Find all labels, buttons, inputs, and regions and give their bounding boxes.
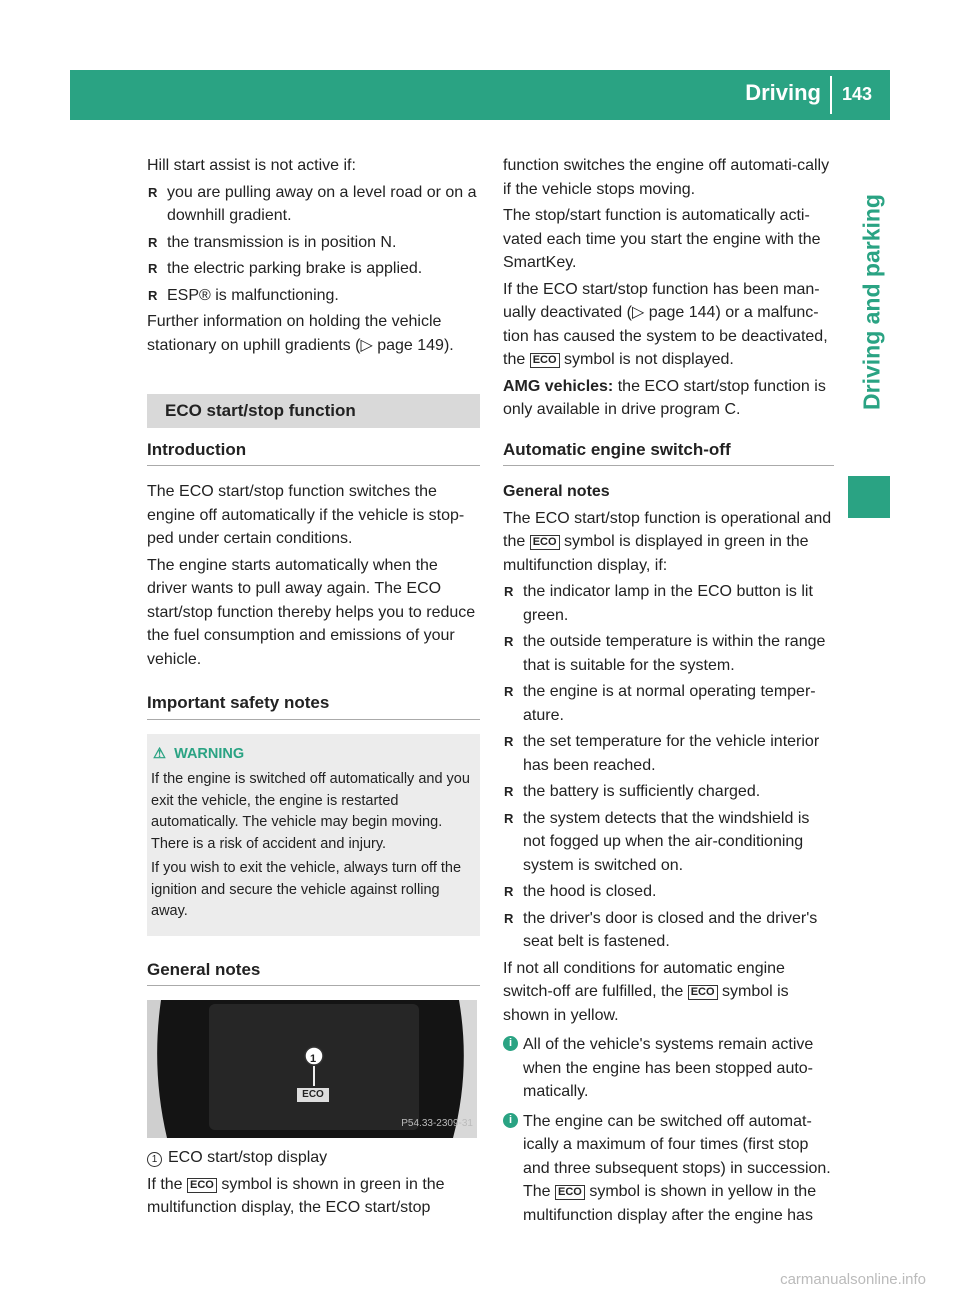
side-tab-label: Driving and parking — [858, 194, 885, 410]
general-notes-subheading: General notes — [503, 483, 610, 500]
info-note: i The engine can be switched off automat-ically a maximum of four times (first stop and three subsequent stops) in succession. The ECO symbol is shown in yellow in the multifunction display after the engine has — [503, 1110, 834, 1228]
side-tab — [848, 132, 896, 472]
list-item: R the hood is closed. — [503, 880, 834, 904]
side-tab-block — [848, 476, 890, 518]
info-icon: i — [503, 1113, 518, 1128]
paragraph: If the ECO start/stop function has been man-ually deactivated (▷ page 144) or a malfunc-tion has caused the system to be deactivated, the ECO symbol is not displayed. — [503, 280, 828, 368]
list-item: R the indicator lamp in the ECO button is lit green. — [503, 580, 834, 627]
safety-heading: Important safety notes — [147, 681, 480, 720]
list-item: R the outside temperature is within the range that is suitable for the system. — [503, 630, 834, 677]
eco-symbol-icon: ECO — [555, 1185, 585, 1200]
paragraph: function switches the engine off automati-cally if the vehicle stops moving. — [503, 157, 830, 198]
auto-switchoff-heading: Automatic engine switch-off — [503, 428, 834, 467]
callout-icon: 1 — [147, 1152, 162, 1167]
warning-text: If you wish to exit the vehicle, always turn off the ignition and secure the vehicle against rolling away. — [151, 860, 462, 919]
paragraph: The ECO start/stop function is operational and the ECO symbol is displayed in green in the multifunction display, if: — [503, 509, 832, 574]
figure-caption: 1 ECO start/stop display — [147, 1146, 480, 1170]
right-column — [503, 154, 834, 1233]
warning-title: ⚠ WARNING — [153, 745, 245, 762]
list-item: R the transmission is in position N. — [147, 231, 480, 255]
page-number: 143 — [842, 84, 873, 104]
intro-paragraph: The engine starts automatically when the driver wants to pull away again. The ECO start/stop function thereby helps you to reduce the fuel consumption and emissions of your vehicle. — [147, 556, 476, 668]
eco-paragraph: If the ECO symbol is shown in green in the multifunction display, the ECO start/stop — [147, 1175, 445, 1216]
hill-intro: Hill start assist is not active if: — [147, 157, 356, 174]
list-item: R the driver's door is closed and the driver's seat belt is fastened. — [503, 907, 834, 954]
general-notes-heading: General notes — [147, 948, 480, 987]
info-icon: i — [503, 1036, 518, 1051]
warning-text: If the engine is switched off automatically and you exit the vehicle, the engine is restarted automatically. The vehicle may begin moving. There is a risk of accident and injury. — [151, 771, 470, 852]
list-item: R the set temperature for the vehicle interior has been reached. — [503, 730, 834, 777]
list-item: R the electric parking brake is applied. — [147, 257, 480, 281]
eco-display-photo — [147, 1000, 477, 1138]
list-item: R ESP® is malfunctioning. — [147, 284, 480, 308]
header-divider — [830, 76, 832, 114]
intro-heading: Introduction — [147, 428, 480, 467]
photo-code: P54.33-2309-31 — [401, 1117, 473, 1129]
section-title: Driving — [745, 80, 821, 105]
callout-marker: 1 — [310, 1053, 317, 1065]
hill-further: Further information on holding the vehicle stationary on uphill gradients (▷ page 149). — [147, 313, 454, 354]
list-item: R the battery is sufficiently charged. — [503, 780, 834, 804]
paragraph: If not all conditions for automatic engine switch-off are fulfilled, the ECO symbol is shown in yellow. — [503, 959, 789, 1024]
eco-symbol-icon: ECO — [530, 535, 560, 550]
amg-paragraph: AMG vehicles: the ECO start/stop function is only available in drive program C. — [503, 377, 826, 418]
warning-box — [147, 734, 480, 936]
list-item: R the engine is at normal operating temper-ature. — [503, 680, 834, 727]
list-item: R the system detects that the windshield is not fogged up when the air-conditioning system is switched on. — [503, 807, 834, 878]
eco-symbol-icon: ECO — [688, 985, 718, 1000]
watermark: carmanualsonline.info — [780, 1271, 926, 1288]
left-column — [147, 154, 480, 1223]
warning-triangle-icon: ⚠ — [153, 745, 166, 762]
eco-display-label: ECO — [297, 1088, 329, 1102]
paragraph: The stop/start function is automatically acti-vated each time you start the engine with the SmartKey. — [503, 207, 821, 271]
info-note: i All of the vehicle's systems remain active when the engine has been stopped auto-matically. — [503, 1033, 834, 1104]
eco-symbol-icon: ECO — [187, 1178, 217, 1193]
intro-paragraph: The ECO start/stop function switches the engine off automatically if the vehicle is stop-ped under certain conditions. — [147, 483, 465, 547]
eco-symbol-icon: ECO — [530, 353, 560, 368]
section-heading: ECO start/stop function — [147, 394, 480, 428]
list-item: R you are pulling away on a level road or on a downhill gradient. — [147, 181, 480, 228]
